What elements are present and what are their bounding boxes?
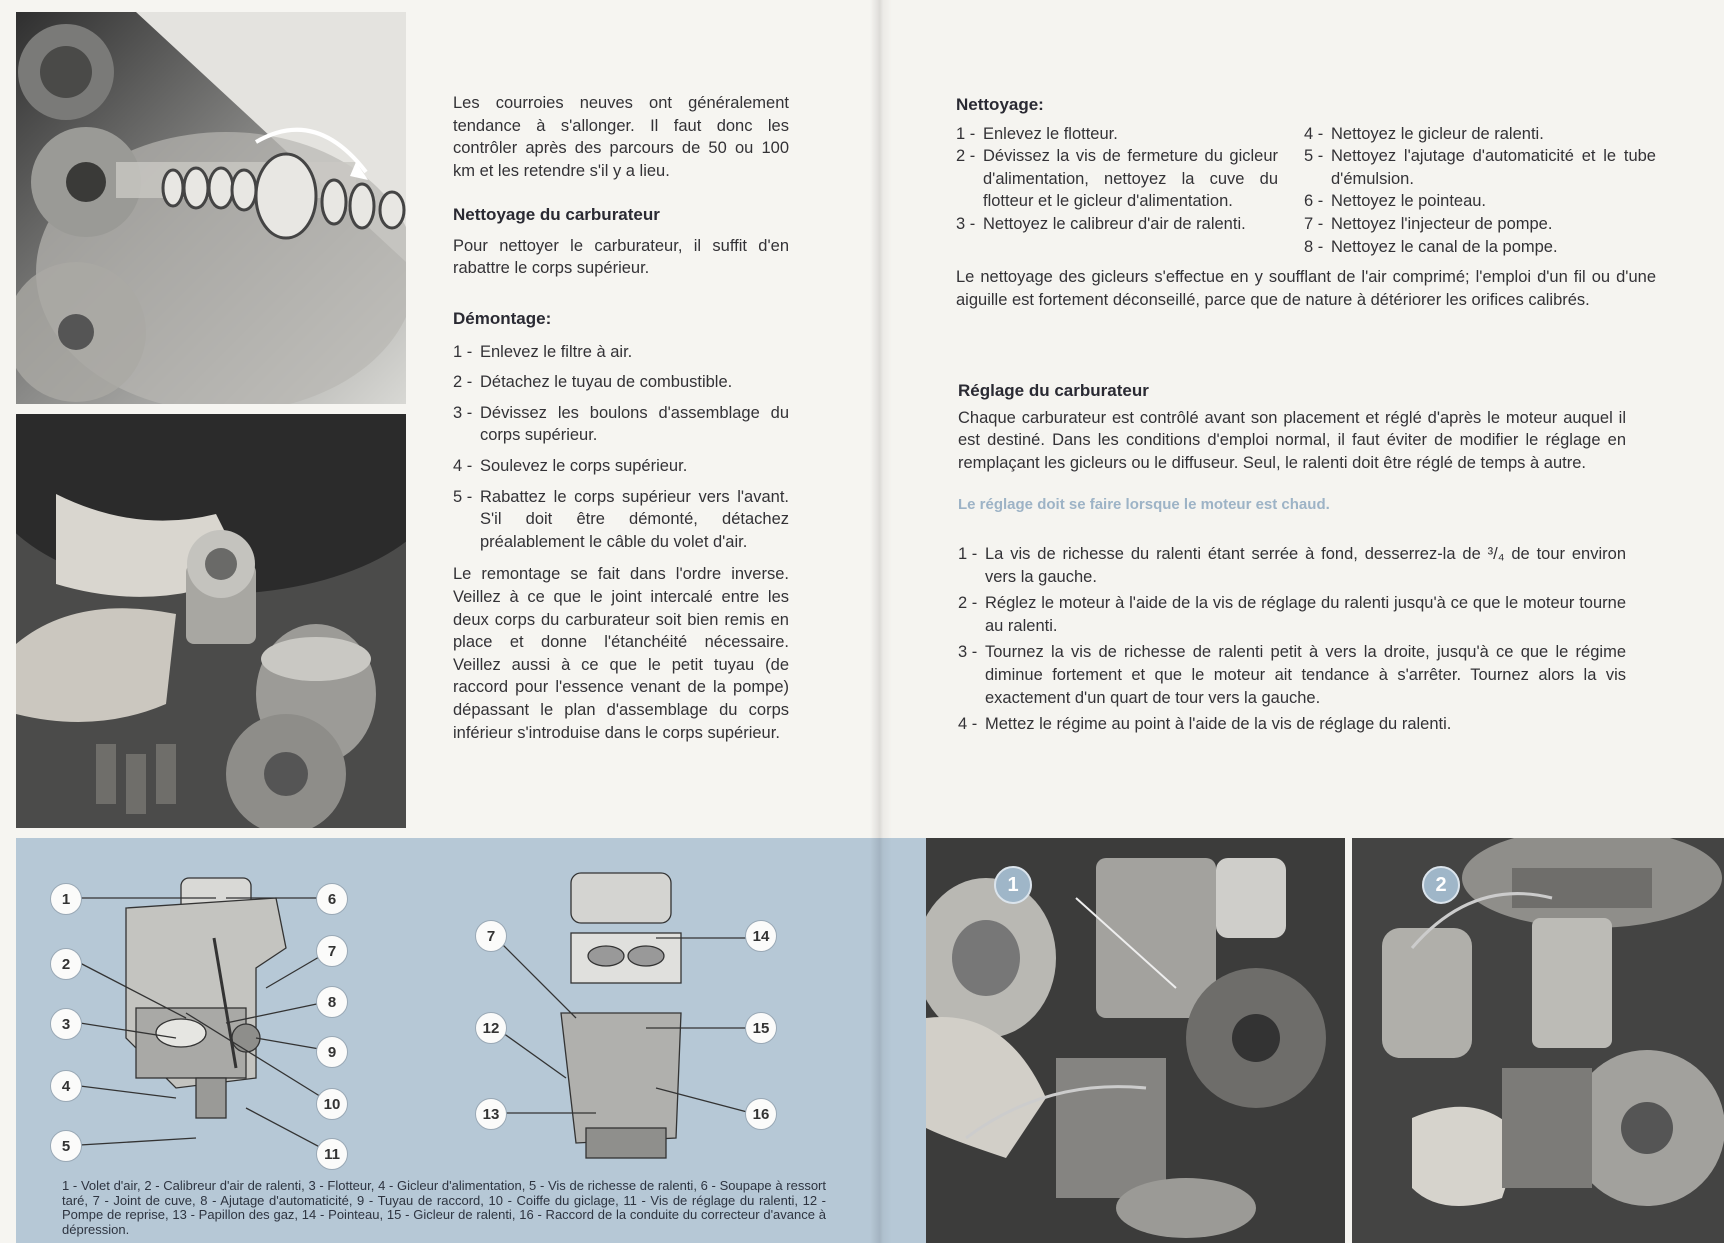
list-item: 6 - Nettoyez le pointeau. bbox=[1304, 192, 1487, 211]
callout-6: 6 bbox=[316, 883, 348, 915]
list-item: 5 - Rabattez le corps supérieur vers l'avant. S'il doit être démonté, détachez préalablement le câble du volet d'air. bbox=[453, 487, 789, 551]
belt-pulley-photo bbox=[16, 12, 406, 404]
cleaning-heading: Nettoyage du carburateur bbox=[453, 205, 660, 224]
callout-13: 13 bbox=[475, 1098, 507, 1130]
list-item: 4 - Mettez le régime au point à l'aide de la vis de réglage du ralenti. bbox=[958, 715, 1452, 734]
cleaning-steps-col2 bbox=[1304, 123, 1656, 259]
list-item: 2 - Réglez le moteur à l'aide de la vis de réglage du ralenti jusqu'à ce que le moteur tourne au ralenti. bbox=[958, 594, 1626, 635]
list-item: 2 - Détachez le tuyau de combustible. bbox=[453, 373, 733, 392]
adjust-text: Chaque carburateur est contrôlé avant son placement et réglé d'après le moteur auquel il est destiné. Dans les conditions d'emploi normal, il faut éviter de modifier le réglage en remplaçant les gicleurs ou le diffuseur. Seul, le ralenti doit être réglé de temps à autre. bbox=[958, 408, 1626, 472]
adjust-steps bbox=[958, 543, 1626, 736]
callout-15: 15 bbox=[745, 1012, 777, 1044]
list-item: 1 - Enlevez le flotteur. bbox=[956, 124, 1118, 143]
callout-2: 2 bbox=[50, 948, 82, 980]
callout-11: 11 bbox=[316, 1138, 348, 1170]
list-item: 3 - Dévissez les boulons d'assemblage du corps supérieur. bbox=[453, 403, 789, 445]
list-item: 2 - Dévissez la vis de fermeture du gicleur d'alimentation, nettoyez la cuve du flotteur et le gicleur d'alimentation. bbox=[956, 147, 1278, 211]
cleaning-steps-section bbox=[956, 94, 1656, 311]
list-item: 3 - Tournez la vis de richesse de ralenti petit à vers la droite, jusqu'à ce que le régime diminue fortement et que le moteur ait tendance à s'arrêter. Tournez alors la vis exactement d'un quart de tour vers la gauche. bbox=[958, 643, 1626, 707]
list-item: 8 - Nettoyez le canal de la pompe. bbox=[1304, 237, 1558, 256]
carburettor-hands-photo bbox=[16, 414, 406, 828]
reglage-heading: Réglage du carburateur bbox=[958, 381, 1149, 400]
cleaning-note: Le nettoyage des gicleurs s'effectue en y soufflant de l'air comprimé; l'emploi d'un fil ou d'une aiguille est fortement déconseillé, parce que de nature à détériorer les orifices calibrés. bbox=[956, 268, 1656, 309]
diagram-panel bbox=[16, 838, 878, 1243]
callout-14: 14 bbox=[745, 920, 777, 952]
callout-1: 1 bbox=[50, 883, 82, 915]
callout-12: 12 bbox=[475, 1012, 507, 1044]
nettoyage-heading: Nettoyage: bbox=[956, 95, 1044, 114]
list-item: 1 - Enlevez le filtre à air. bbox=[453, 342, 633, 361]
adjust-section bbox=[958, 380, 1626, 736]
callout-10: 10 bbox=[316, 1088, 348, 1120]
intro-paragraph bbox=[453, 92, 789, 182]
list-item: 7 - Nettoyez l'injecteur de pompe. bbox=[1304, 214, 1553, 233]
list-item: 1 - La vis de richesse du ralenti étant serrée à fond, desserrez-la de ³/₄ de tour environ vers la gauche. bbox=[958, 544, 1626, 586]
diagram-caption: 1 - Volet d'air, 2 - Calibreur d'air de ralenti, 3 - Flotteur, 4 - Gicleur d'alimentation, 5 - Vis de richesse de ralenti, 6 - Soupape à ressort taré, 7 - Joint de cuve, 8 - Ajutage d'automaticité, 9 - Tuyau de raccord, 10 - Coiffe du giclage, 11 - Vis de réglage du ralenti, 12 - Pompe de reprise, 13 - Papillon des gaz, 14 - Pointeau, 15 - Gicleur de ralenti, 16 - Raccord de la conduite du correcteur d'avance à dépression. bbox=[62, 1178, 826, 1237]
callout-8: 8 bbox=[316, 986, 348, 1018]
list-item: 4 - Soulevez le corps supérieur. bbox=[453, 456, 688, 475]
right-page bbox=[878, 0, 1724, 1243]
engine-photo-2 bbox=[1352, 838, 1724, 1243]
callout-7: 7 bbox=[316, 935, 348, 967]
dismantling-section bbox=[453, 308, 789, 744]
photo-badge-2: 2 bbox=[1422, 866, 1460, 904]
callout-9: 9 bbox=[316, 1036, 348, 1068]
list-item: 3 - Nettoyez le calibreur d'air de ralenti. bbox=[956, 214, 1246, 233]
callout-5: 5 bbox=[50, 1130, 82, 1162]
dismantling-steps bbox=[453, 341, 789, 554]
warm-engine-note: Le réglage doit se faire lorsque le moteur est chaud. bbox=[958, 496, 1330, 514]
callout-7b: 7 bbox=[475, 920, 507, 952]
dismantling-heading: Démontage: bbox=[453, 309, 552, 328]
callout-16: 16 bbox=[745, 1098, 777, 1130]
cleaning-text: Pour nettoyer le carburateur, il suffit d'en rabattre le corps supérieur. bbox=[453, 236, 789, 278]
photo-badge-1: 1 bbox=[994, 866, 1032, 904]
cleaning-section bbox=[453, 204, 789, 280]
callout-3: 3 bbox=[50, 1008, 82, 1040]
callout-4: 4 bbox=[50, 1070, 82, 1102]
cleaning-steps-col1 bbox=[956, 123, 1278, 259]
reassembly-text: Le remontage se fait dans l'ordre inverse. Veillez à ce que le joint intercalé entre les deux corps du carburateur soit bien remis en place et donne l'étanchéité nécessaire. Veillez aussi à ce que le petit tuyau (de raccord pour l'essence venant de la pompe) dépassant le plan d'assemblage du corps inférieur s'introduise dans le corps supérieur. bbox=[453, 565, 789, 742]
list-item: 4 - Nettoyez le gicleur de ralenti. bbox=[1304, 124, 1544, 143]
intro-text: Les courroies neuves ont généralement tendance à s'allonger. Il faut donc les contrôler après des parcours de 50 ou 100 km et les retendre s'il y a lieu. bbox=[453, 94, 789, 180]
book-spine bbox=[870, 0, 892, 1243]
list-item: 5 - Nettoyez l'ajutage d'automaticité et le tube d'émulsion. bbox=[1304, 147, 1656, 188]
engine-photo-1 bbox=[926, 838, 1345, 1243]
